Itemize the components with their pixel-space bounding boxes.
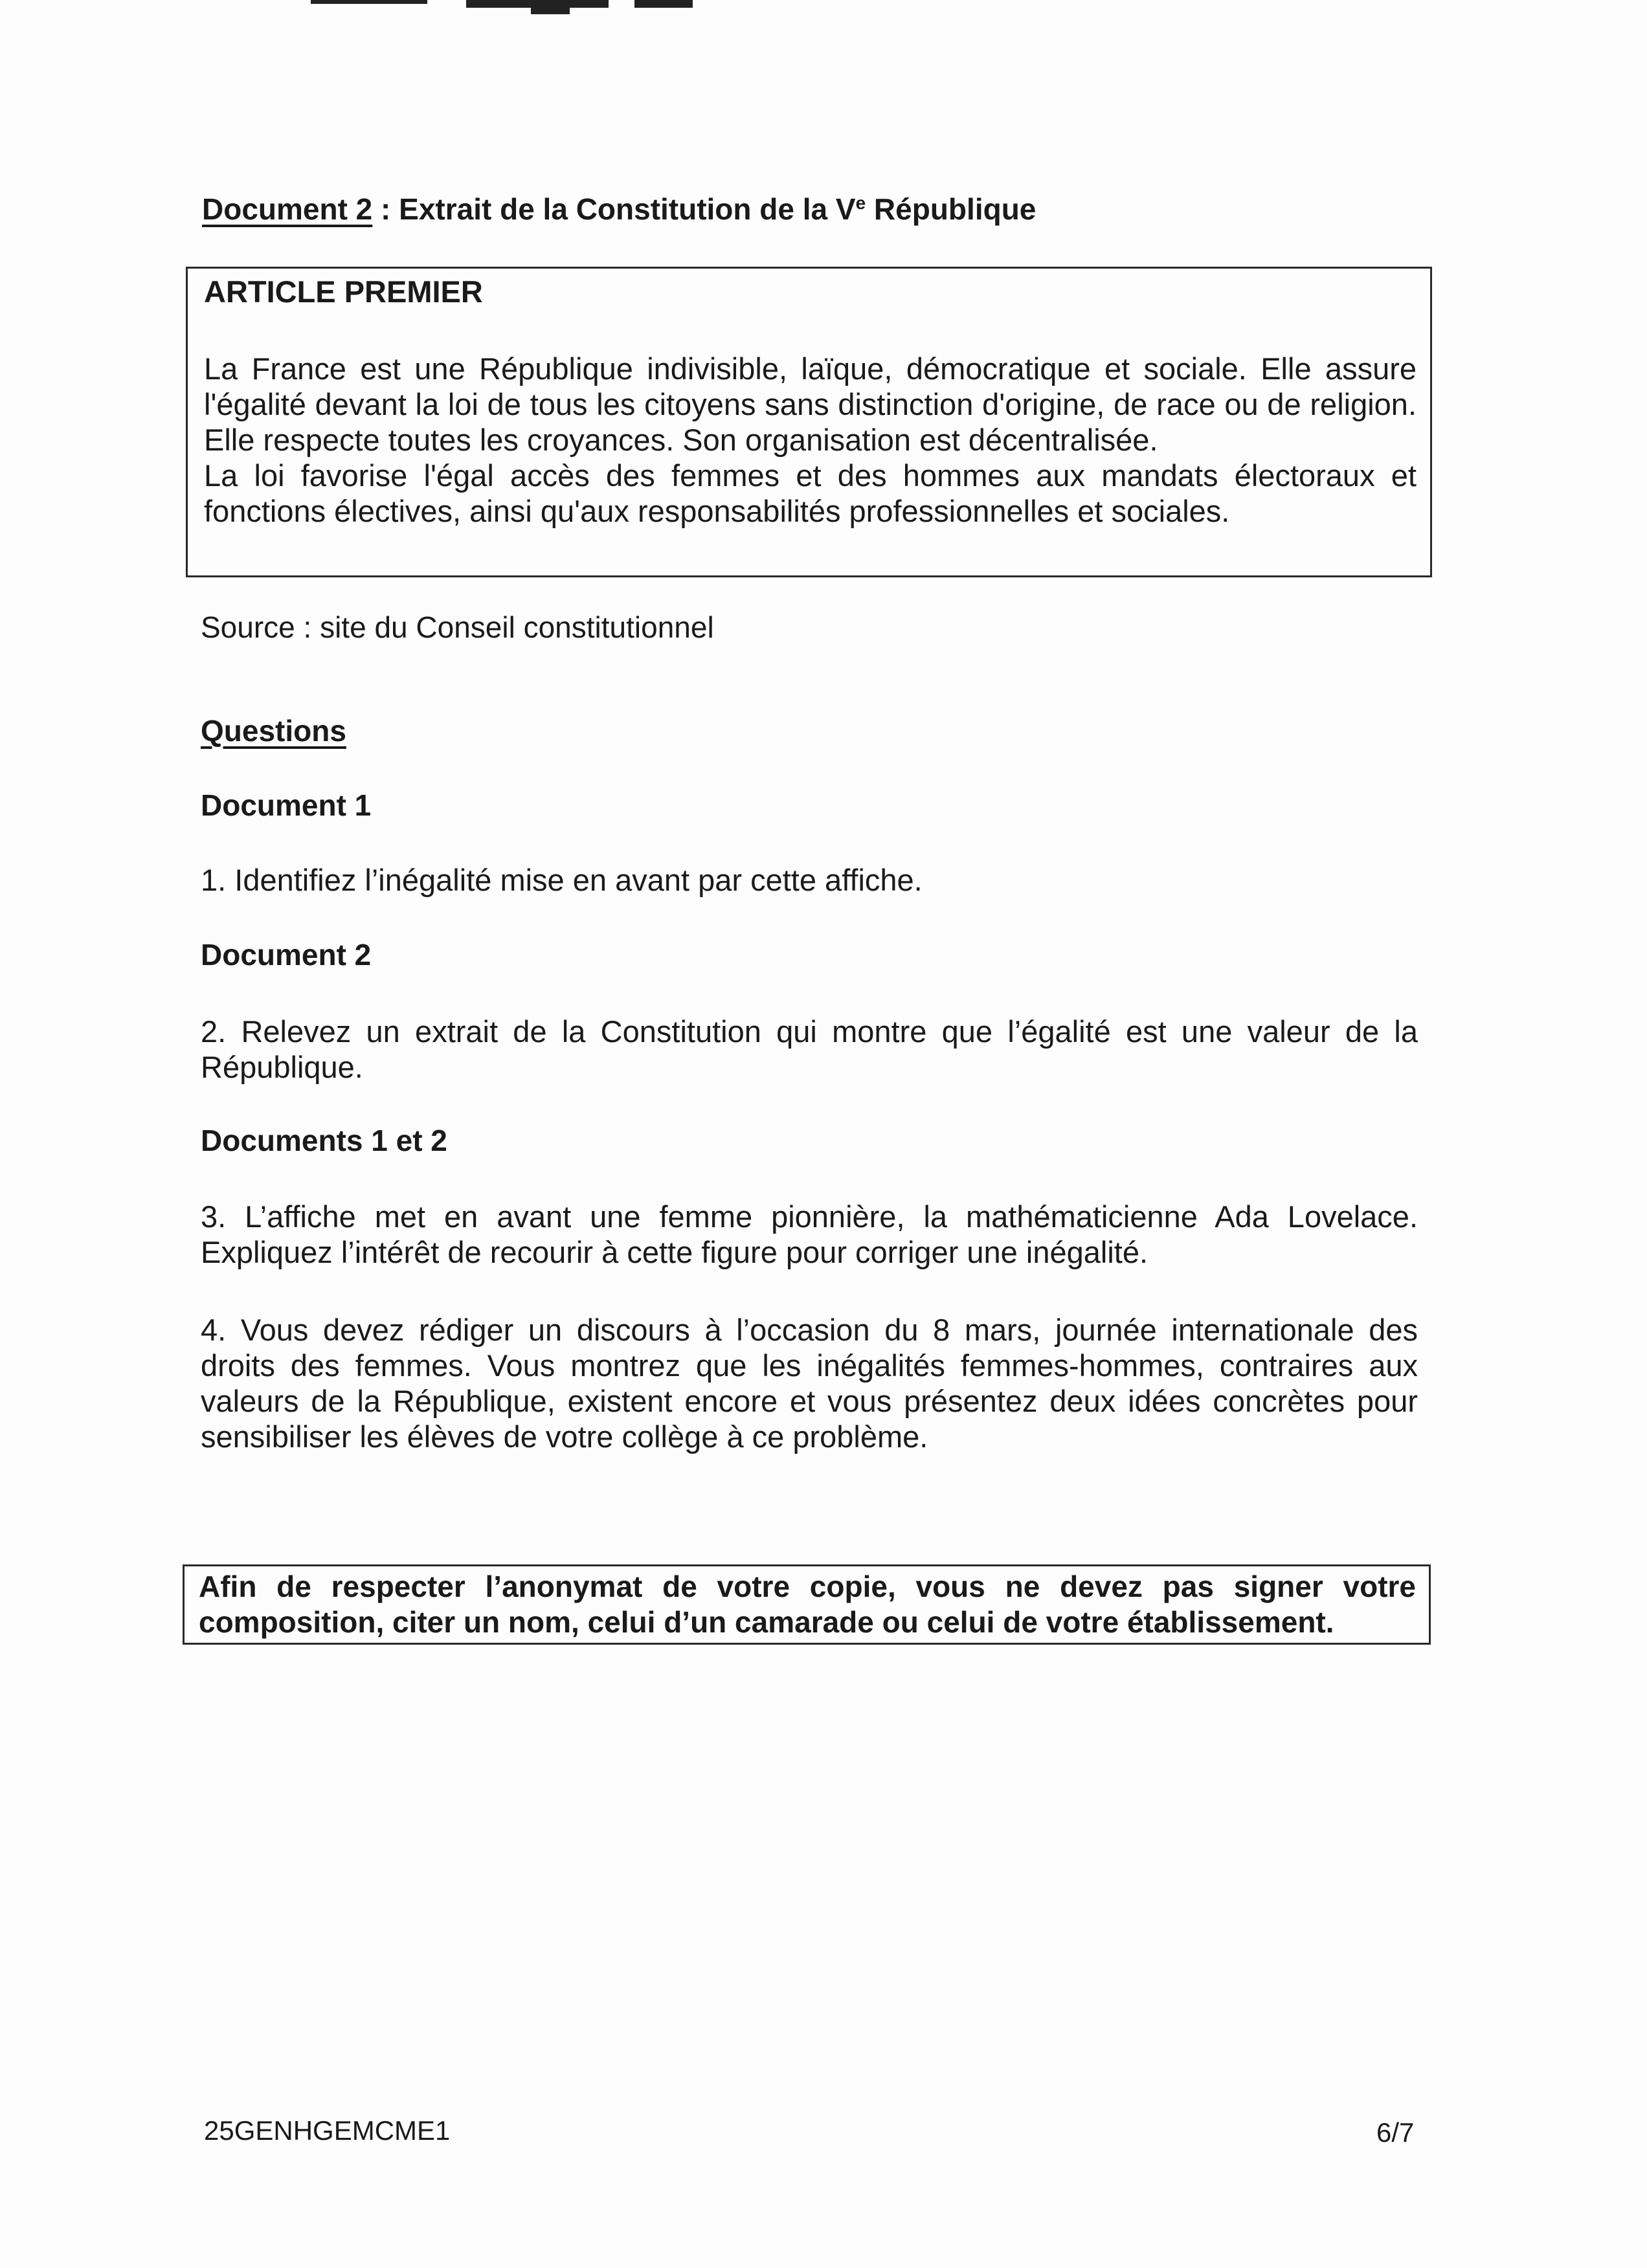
scan-artifact bbox=[311, 0, 427, 4]
anonymity-notice-box bbox=[183, 1564, 1431, 1645]
document-title-superscript: e bbox=[855, 193, 866, 213]
anonymity-notice: Afin de respecter l’anonymat de votre copie, vous ne devez pas signer votre composition, citer un nom, celui d’un camarade ou celui de votre établissement. bbox=[199, 1570, 1416, 1639]
question-4: 4. Vous devez rédiger un discours à l’occasion du 8 mars, journée internationale des droits des femmes. Vous montrez que les inégalités femmes-hommes, contraires aux valeurs de la République, existent encore et vous présentez deux idées concrètes pour sensibiliser les élèves de votre collège à ce problème. bbox=[201, 1313, 1418, 1454]
section-title-documents-1-2: Documents 1 et 2 bbox=[201, 1124, 447, 1157]
document-title-tail: République bbox=[866, 192, 1036, 226]
article-text bbox=[204, 351, 1417, 529]
page-number: 6/7 bbox=[1376, 2117, 1415, 2148]
questions-heading: Questions bbox=[201, 714, 346, 748]
article-paragraph-1: La France est une République indivisible, laïque, démocratique et sociale. Elle assure l'égalité devant la loi de tous les citoyens sans distinction d'origine, de race ou de religion. Elle respecte toutes les croyances. Son organisation est décentralisée. bbox=[204, 351, 1417, 457]
document-title-text: : Extrait de la Constitution de la V bbox=[372, 192, 856, 226]
scan-artifact bbox=[634, 0, 693, 8]
article-box bbox=[186, 267, 1432, 577]
question-1: 1. Identifiez l’inégalité mise en avant par cette affiche. bbox=[201, 863, 923, 897]
document-label: Document 2 bbox=[202, 192, 373, 226]
section-title-document-2: Document 2 bbox=[201, 938, 372, 972]
section-title-document-1: Document 1 bbox=[201, 788, 372, 822]
scan-artifact bbox=[531, 0, 570, 14]
document-title bbox=[202, 192, 1036, 227]
article-heading: ARTICLE PREMIER bbox=[204, 274, 483, 309]
exam-code: 25GENHGEMCME1 bbox=[204, 2115, 451, 2146]
article-paragraph-2: La loi favorise l'égal accès des femmes et des hommes aux mandats électoraux et fonctions électives, ainsi qu'aux responsabilités professionnelles et sociales. bbox=[204, 458, 1417, 528]
source-line: Source : site du Conseil constitutionnel bbox=[201, 610, 714, 644]
question-3: 3. L’affiche met en avant une femme pionnière, la mathématicienne Ada Lovelace. Expliquez l’intérêt de recourir à cette figure pour corriger une inégalité. bbox=[201, 1199, 1418, 1269]
question-2: 2. Relevez un extrait de la Constitution qui montre que l’égalité est une valeur de la République. bbox=[201, 1014, 1418, 1084]
